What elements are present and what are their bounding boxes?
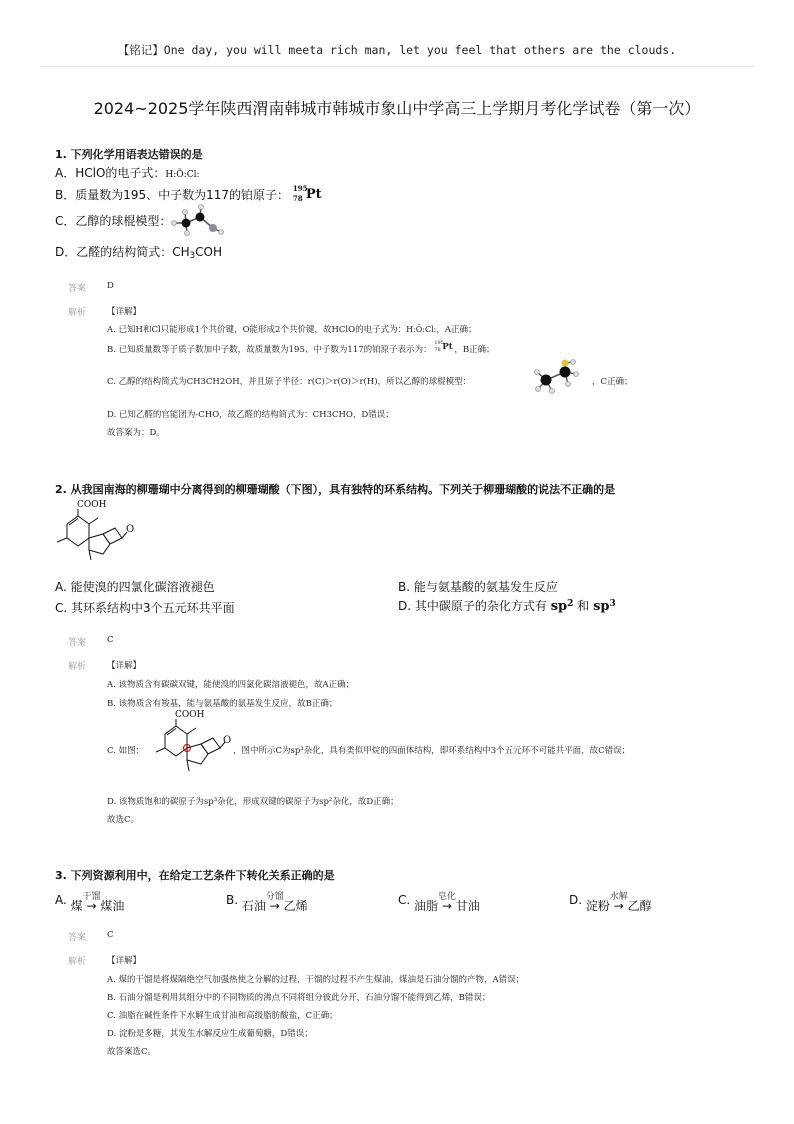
- q2-option-d-and: 和: [577, 599, 590, 613]
- q1-option-c: [55, 212, 171, 229]
- q3-option-b-from: 石油: [241, 899, 266, 913]
- q3-option-b-to: 乙烯: [283, 899, 308, 913]
- q2-analysis-a: A. 该物质含有碳碳双键，能使溴的四氯化碳溶液褪色，故A正确；: [107, 680, 355, 690]
- q2-detail-heading: 【详解】: [107, 661, 142, 671]
- q1-option-b: [55, 186, 333, 203]
- q1-element-symbol: Pt: [305, 187, 322, 202]
- q2-option-d-text: D. 其中碳原子的杂化方式有: [398, 599, 547, 613]
- q2-answer-label: 答案: [68, 638, 87, 648]
- q3-option-d-arrow: 水解 →: [614, 899, 624, 913]
- q3-answer-value: C: [107, 930, 114, 940]
- q3-option-a-letter: A.: [55, 893, 67, 907]
- q3-option-d: [569, 891, 652, 913]
- q3-option-c-condition: 皂化: [437, 892, 456, 902]
- q1-analysis-b-text: B. 已知质量数等于质子数加中子数，故质量数为195、中子数为117的铂原子表示为：: [107, 345, 432, 355]
- q1-answer-label: 答案: [68, 284, 87, 294]
- q1-atomic-number: 78: [292, 194, 303, 203]
- q2-sp-b: sp: [593, 599, 610, 614]
- q3-option-d-to: 乙醇: [627, 899, 652, 913]
- q2-sp2-exp: 2: [567, 598, 574, 609]
- q3-option-a-to: 煤油: [100, 899, 125, 913]
- q1-analysis-label: 解析: [68, 308, 87, 318]
- ethanol-ball-stick-model: [170, 204, 230, 236]
- q1-answer-value: D: [107, 281, 114, 291]
- q1-analysis-b-nuclide: [434, 340, 454, 353]
- q1-option-b-text: B．质量数为195、中子数为117的铂原子：: [55, 188, 290, 202]
- q1-option-d-formula-part2: COH: [195, 245, 223, 259]
- q1-option-a-text: A．HClO的电子式：: [55, 166, 166, 180]
- q3-answer-label: 答案: [68, 933, 87, 943]
- q2-sp-a: sp: [550, 599, 568, 614]
- q1-option-c-text: C．乙醇的球棍模型：: [55, 214, 172, 228]
- q1-option-d-text: D．乙醛的结构简式：: [55, 245, 173, 259]
- q2-option-d: [398, 597, 616, 614]
- q3-option-a-from: 煤: [70, 899, 83, 913]
- q1-analysis-c-end: ，C正确；: [592, 377, 633, 387]
- q3-option-d-letter: D.: [569, 893, 583, 907]
- struct2-cooh-label: COOH: [175, 710, 205, 720]
- q3-option-a-arrow: 干馏 →: [86, 899, 96, 913]
- q1-option-d-formula-sub: 3: [189, 251, 196, 262]
- header-divider: [40, 66, 754, 67]
- q3-stem: 3. 下列资源利用中，在给定工艺条件下转化关系正确的是: [55, 869, 335, 882]
- gorgonian-acid-structure: [55, 496, 145, 572]
- q3-option-b-letter: B.: [226, 893, 239, 907]
- q2-option-c: C. 其环系结构中3个五元环共平面: [55, 601, 235, 615]
- struct-oxo-label: O: [126, 524, 135, 535]
- q1-option-a: [55, 164, 200, 181]
- q3-option-d-from: 淀粉: [585, 899, 610, 913]
- q3-option-a: [55, 891, 125, 913]
- q1-option-d-formula-part1: CH: [172, 245, 190, 259]
- gorgonian-acid-structure-marked: [155, 707, 235, 787]
- q2-option-a: A. 能使溴的四氯化碳溶液褪色: [55, 580, 215, 594]
- q1-analysis-b-end: ，B正确；: [454, 345, 495, 355]
- q3-option-c: [398, 891, 480, 913]
- q1-mass-number: 195: [292, 184, 308, 193]
- struct2-oxo-label: O: [223, 735, 232, 746]
- q3-conclusion: 故答案选C。: [107, 1047, 157, 1057]
- q1-option-b-nuclide: [292, 184, 333, 203]
- q2-conclusion: 故选C。: [107, 815, 140, 825]
- q2-answer-value: C: [107, 635, 114, 645]
- q2-stem: 2. 从我国南海的柳珊瑚中分离得到的柳珊瑚酸（下图），具有独特的环系结构。下列关于柳珊瑚酸的说法不正确的是: [55, 483, 616, 496]
- q1-option-a-formula: H:Ö:Cl:: [165, 170, 200, 180]
- q3-option-a-condition: 干馏: [82, 892, 101, 902]
- q1-analysis-c: C. 乙醇的结构简式为CH3CH2OH，并且原子半径：r(C)＞r(O)＞r(H)，所以乙醇的球棍模型：: [107, 377, 472, 387]
- q1-analysis-atomic: 78: [434, 347, 441, 353]
- q2-analysis-c-prefix: C. 如图：: [107, 746, 145, 756]
- q3-detail-heading: 【详解】: [107, 956, 142, 966]
- q1-conclusion: 故答案为：D。: [107, 428, 165, 438]
- q3-analysis-label: 解析: [68, 957, 87, 967]
- q1-detail-heading: 【详解】: [107, 307, 142, 317]
- page-title: 2024~2025学年陕西渭南韩城市韩城市象山中学高三上学期月考化学试卷（第一次）: [93, 99, 701, 118]
- q3-analysis-c: C. 油脂在碱性条件下水解生成甘油和高级脂肪酸盐，C正确；: [107, 1011, 338, 1021]
- q3-analysis-b: B. 石油分馏是利用其组分中的不同物质的沸点不同将组分彼此分开，石油分馏不能得到乙烯，B错误；: [107, 993, 491, 1003]
- q1-analysis-a: [107, 323, 477, 335]
- q1-analysis-a-text: A. 已知H和Cl只能形成1个共价键，O能形成2个共价键，故HClO的电子式为：: [107, 325, 407, 335]
- q1-analysis-b: [107, 340, 495, 355]
- q1-analysis-symbol: Pt: [442, 342, 453, 352]
- q3-option-b: [226, 891, 308, 913]
- q3-analysis-a: A. 煤的干馏是将煤隔绝空气加强热使之分解的过程，干馏的过程不产生煤油，煤油是石油分馏的产物，A错误；: [107, 975, 525, 985]
- q2-option-b: B. 能与氨基酸的氨基发生反应: [398, 580, 558, 594]
- struct-cooh-label: COOH: [77, 500, 107, 510]
- q2-analysis-c-text: ，图中所示C为sp³杂化，具有类似甲烷的四面体结构，即环系结构中3个五元环不可能共平面，故C错误；: [233, 746, 631, 756]
- q3-option-b-arrow: 分馏 →: [270, 899, 280, 913]
- q2-sp3-exp: 3: [609, 598, 616, 609]
- q3-option-b-condition: 分馏: [265, 892, 284, 902]
- q3-option-d-condition: 水解: [609, 892, 628, 902]
- q3-option-c-from: 油脂: [414, 899, 439, 913]
- motto-line: 【铭记】One day, you will meeta rich man, let you feel that others are the clouds.: [117, 43, 677, 57]
- q3-option-c-letter: C.: [398, 893, 411, 907]
- q3-option-c-arrow: 皂化 →: [442, 899, 452, 913]
- q2-analysis-d: D. 该物质饱和的碳原子为sp³杂化，形成双键的碳原子为sp²杂化，故D正确；: [107, 797, 399, 807]
- q2-analysis-label: 解析: [68, 662, 87, 672]
- q2-analysis-b: B. 该物质含有羧基，能与氨基酸的氨基发生反应，故B正确；: [107, 699, 338, 709]
- q1-analysis-a-end: ，A正确；: [436, 325, 477, 335]
- q3-option-c-to: 甘油: [455, 899, 480, 913]
- q1-analysis-d: D. 已知乙醛的官能团为-CHO，故乙醛的结构简式为：CH3CHO，D错误；: [107, 410, 394, 420]
- q1-stem: 1. 下列化学用语表达错误的是: [55, 148, 203, 161]
- q3-analysis-d: D. 淀粉是多糖，其发生水解反应生成葡萄糖，D错误；: [107, 1029, 313, 1039]
- q1-analysis-mass: 195: [434, 340, 444, 346]
- q1-option-d: [55, 243, 222, 261]
- ethanol-model-analysis: [532, 358, 588, 394]
- q1-analysis-a-formula: H:Ö:Cl:: [406, 325, 437, 334]
